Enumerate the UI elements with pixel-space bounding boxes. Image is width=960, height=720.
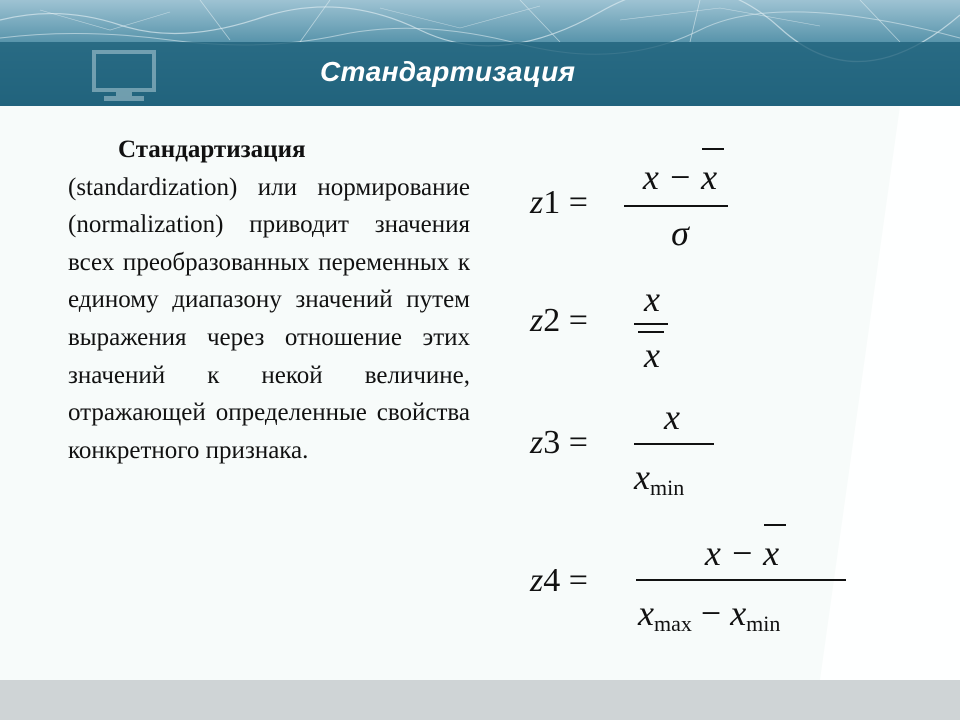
formula-z1-numerator: x − x [642, 157, 718, 197]
formula-z4-numerator: x − x [704, 533, 780, 573]
formula-z2-fraction-bar [634, 323, 668, 325]
formula-z2 [530, 278, 710, 378]
formula-z4-fraction-bar [636, 579, 846, 581]
formula-z4-denominator: xmax − xmin [638, 593, 781, 636]
formula-z1-mean-bar [702, 148, 724, 150]
formula-z2-mean-bar [638, 331, 664, 333]
formula-z3-fraction-bar [634, 443, 714, 445]
slide-footer [0, 680, 960, 720]
slide-header [0, 0, 960, 106]
formula-z4-mean-bar [764, 524, 786, 526]
monitor-icon [88, 48, 168, 104]
formula-z3-numerator: x [664, 397, 680, 437]
definition-body: (standardization) или нормирование (normalization) приводит значения всех преобразованных переменных к единому диапазону значений путем выражения через отношение этих значений к некой величине, отражающей определенные свойства конкретного признака. [68, 173, 470, 464]
formula-z1-fraction-bar [624, 205, 728, 207]
slide-title: Стандартизация [320, 56, 576, 87]
formula-z3-lhs: z3 = [530, 424, 588, 461]
formula-z1-denominator: σ [671, 213, 689, 253]
formula-z1-lhs: z1 = [530, 184, 588, 221]
formula-z2-lhs: z2 = [530, 302, 588, 339]
formula-z3-denominator: xmin [634, 457, 685, 500]
definition-term: Стандартизация [118, 136, 306, 163]
formula-z2-denominator: x [644, 335, 660, 375]
formula-z4 [530, 520, 860, 650]
formula-z4-lhs: z4 = [530, 562, 588, 599]
formula-z3 [530, 396, 730, 506]
formula-z2-numerator: x [644, 279, 660, 319]
formula-z1 [530, 140, 750, 260]
definition-paragraph [68, 131, 470, 469]
